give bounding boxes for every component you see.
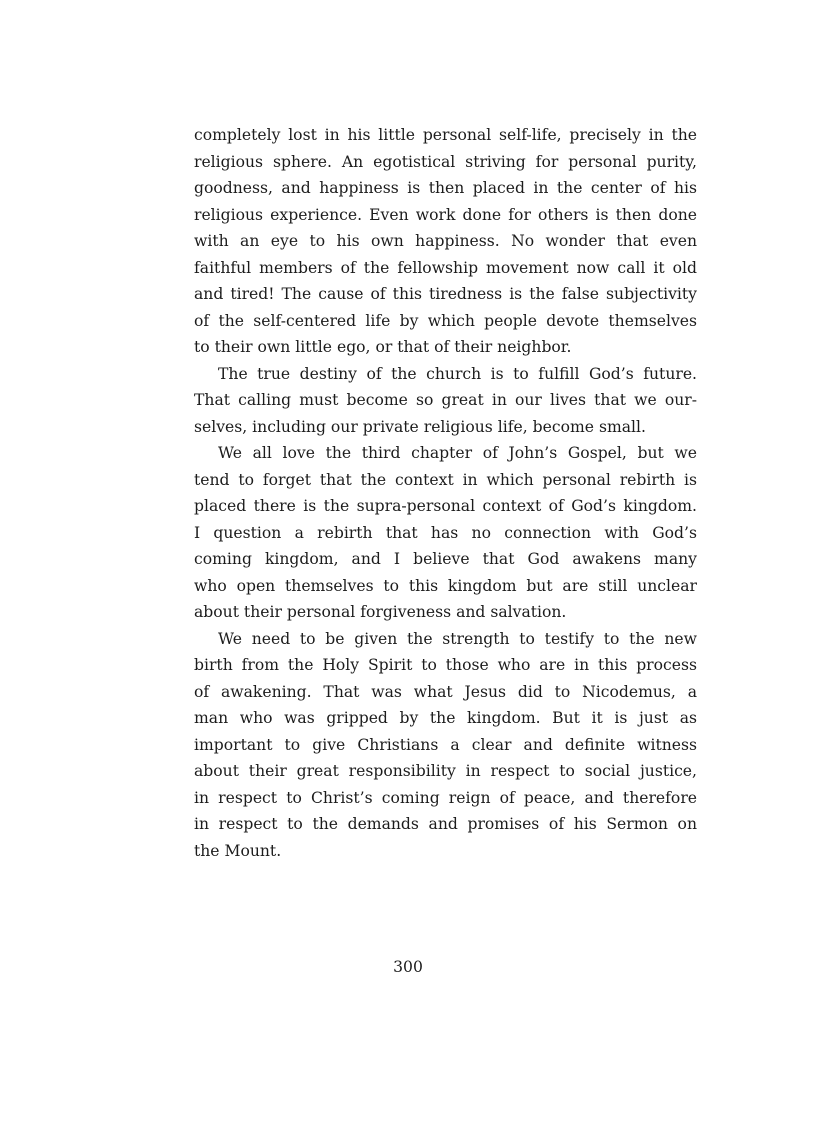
body-text xyxy=(194,122,697,864)
text-line: in respect to Christ’s coming reign of peace, and therefore xyxy=(194,788,697,807)
text-line: I question a rebirth that has no connection with God’s xyxy=(194,523,697,542)
text-line: We all love the third chapter of John’s Gospel, but we xyxy=(218,444,697,462)
text-line: important to give Christians a clear and definite witness xyxy=(194,735,697,754)
text-line: in respect to the demands and promises of his Sermon on xyxy=(194,815,697,833)
text-line: faithful members of the fellowship movement now call it old xyxy=(194,258,697,277)
text-line: selves, including our private religious life, become small. xyxy=(194,417,646,436)
page-number: 300 xyxy=(393,958,423,976)
text-line: birth from the Holy Spirit to those who are in this process xyxy=(194,656,697,674)
text-line: about their great responsibility in respect to social justice, xyxy=(194,762,697,780)
text-line: religious experience. Even work done for others is then done xyxy=(194,205,697,224)
text-line: religious sphere. An egotistical striving for personal purity, xyxy=(194,152,697,171)
text-line: We need to be given the strength to testify to the new xyxy=(218,629,697,648)
text-line: of the self-centered life by which people devote themselves xyxy=(194,311,697,330)
text-line: about their personal forgiveness and salvation. xyxy=(194,603,567,621)
text-line: of awakening. That was what Jesus did to Nicodemus, a xyxy=(194,682,697,701)
text-line: tend to forget that the context in which personal rebirth is xyxy=(194,470,697,489)
text-line: placed there is the supra-personal context of God’s kingdom. xyxy=(194,497,697,515)
text-line: That calling must become so great in our lives that we our- xyxy=(194,391,697,409)
text-line: who open themselves to this kingdom but are still unclear xyxy=(194,576,697,595)
text-line: and tired! The cause of this tiredness is the false subjectivity xyxy=(194,285,697,303)
text-line: completely lost in his little personal self-life, precisely in the xyxy=(194,126,697,144)
text-line: the Mount. xyxy=(194,841,282,860)
text-line: to their own little ego, or that of their neighbor. xyxy=(194,338,572,356)
text-line: with an eye to his own happiness. No wonder that even xyxy=(194,232,697,250)
text-line: goodness, and happiness is then placed in the center of his xyxy=(194,179,697,197)
text-line: man who was gripped by the kingdom. But it is just as xyxy=(194,709,697,727)
text-line: coming kingdom, and I believe that God awakens many xyxy=(194,550,697,568)
text-line: The true destiny of the church is to fulfill God’s future. xyxy=(218,364,697,383)
